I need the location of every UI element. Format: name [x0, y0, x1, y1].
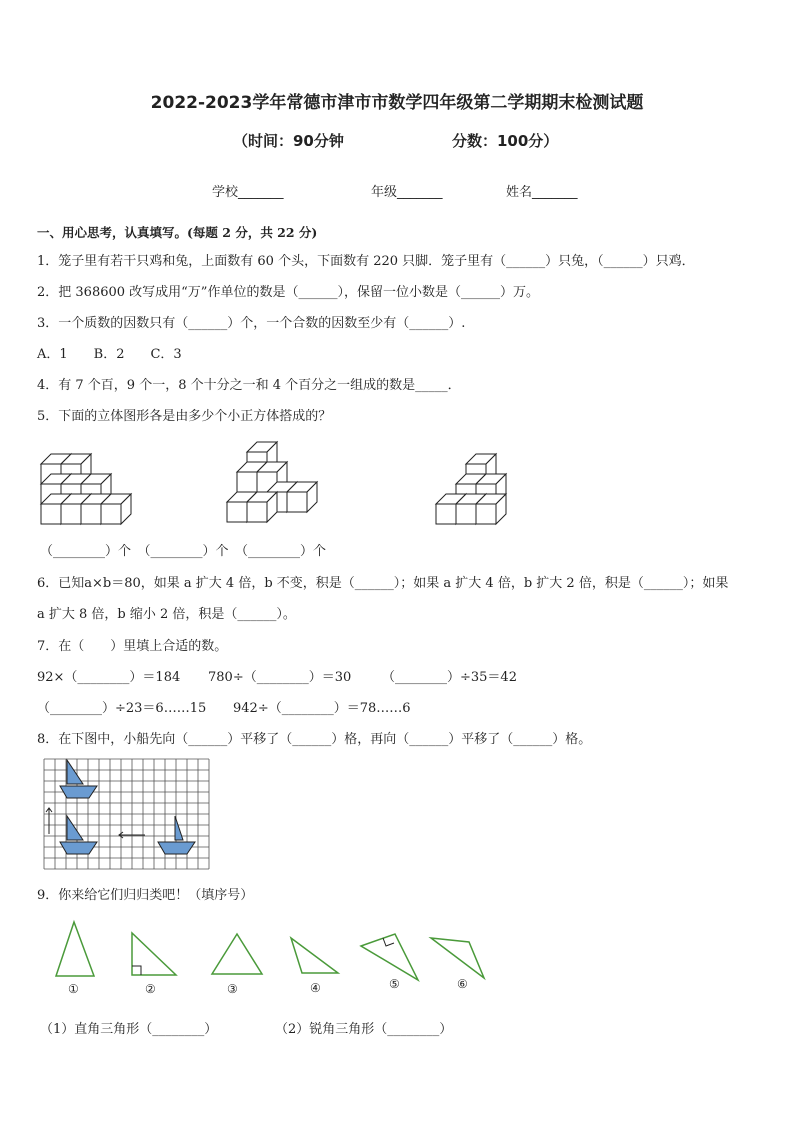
name-field: 姓名_______ — [506, 185, 578, 200]
triangle-label-6: ⑥ — [457, 977, 468, 991]
cube-figure-2 — [222, 436, 327, 526]
section-heading: 一、用心思考，认真填写。(每题 2 分，共 22 分) — [37, 225, 318, 240]
triangle-figures — [50, 918, 500, 1003]
boat-top — [60, 760, 97, 798]
exam-score: 分数：100分） — [452, 132, 559, 150]
exam-time: （时间：90分钟 — [233, 132, 344, 150]
question-9-acute-triangles: （2）锐角三角形（________） — [275, 1022, 453, 1037]
right-angle-mark — [132, 966, 141, 975]
cube-figure-3 — [433, 442, 503, 527]
question-5-answers: （________）个 （________）个 （________）个 — [40, 544, 327, 559]
cube-figure-1 — [38, 442, 133, 527]
triangle-3 — [212, 934, 262, 974]
right-angle-mark-2 — [383, 938, 394, 946]
triangle-label-1: ① — [68, 982, 79, 996]
triangle-5 — [361, 934, 418, 980]
question-9-right-triangles: （1）直角三角形（________） — [40, 1022, 218, 1037]
triangle-label-4: ④ — [310, 981, 321, 995]
question-9: 9．你来给它们归归类吧！（填序号） — [37, 888, 254, 903]
question-7: 7．在（ ）里填上合适的数。 — [37, 639, 228, 654]
question-4: 4．有 7 个百，9 个一，8 个十分之一和 4 个百分之一组成的数是_____． — [37, 378, 461, 393]
question-6-line-1: 6．已知a×b＝80，如果 a 扩大 4 倍，b 不变，积是（______）；如果 a 扩大 4 倍，b 扩大 2 倍，积是（______）；如果 — [37, 576, 729, 591]
triangle-6 — [431, 938, 484, 978]
question-5: 5．下面的立体图形各是由多少个小正方体搭成的？ — [37, 409, 332, 424]
equation-e: 942÷（________）＝78……6 — [233, 701, 411, 716]
boat-right — [158, 816, 195, 854]
triangle-1 — [56, 922, 94, 976]
equation-d: （________）÷23＝6……15 — [37, 701, 207, 716]
triangle-label-2: ② — [145, 982, 156, 996]
question-2: 2．把 368600 改写成用“万”作单位的数是（______），保留一位小数是（______）万。 — [37, 285, 539, 300]
grade-field: 年级_______ — [371, 185, 443, 200]
question-8: 8．在下图中，小船先向（______）平移了（______）格，再向（______）平移了（______）格。 — [37, 732, 592, 747]
school-field: 学校_______ — [212, 185, 284, 200]
question-1: 1．笼子里有若干只鸡和兔，上面数有 60 个头，下面数有 220 只脚．笼子里有（______）只兔，（______）只鸡． — [37, 254, 695, 269]
question-3: 3．一个质数的因数只有（______）个，一个合数的因数至少有（______）. — [37, 316, 466, 331]
triangle-label-3: ③ — [227, 982, 238, 996]
up-arrow-icon — [46, 808, 52, 834]
page-title: 2022-2023学年常德市津市市数学四年级第二学期期末检测试题 — [150, 93, 644, 113]
question-3-options: A．1 B．2 C．3 — [37, 347, 182, 362]
triangle-4 — [291, 938, 338, 973]
equation-c: （________）÷35＝42 — [382, 670, 517, 685]
equation-a: 92×（________）＝184 — [37, 670, 181, 685]
boat-grid — [43, 758, 210, 870]
boat-middle — [60, 816, 97, 854]
equation-b: 780÷（________）＝30 — [208, 670, 352, 685]
triangle-2 — [132, 933, 176, 975]
question-6-line-2: a 扩大 8 倍，b 缩小 2 倍，积是（______）。 — [37, 607, 296, 622]
triangle-label-5: ⑤ — [389, 977, 400, 991]
